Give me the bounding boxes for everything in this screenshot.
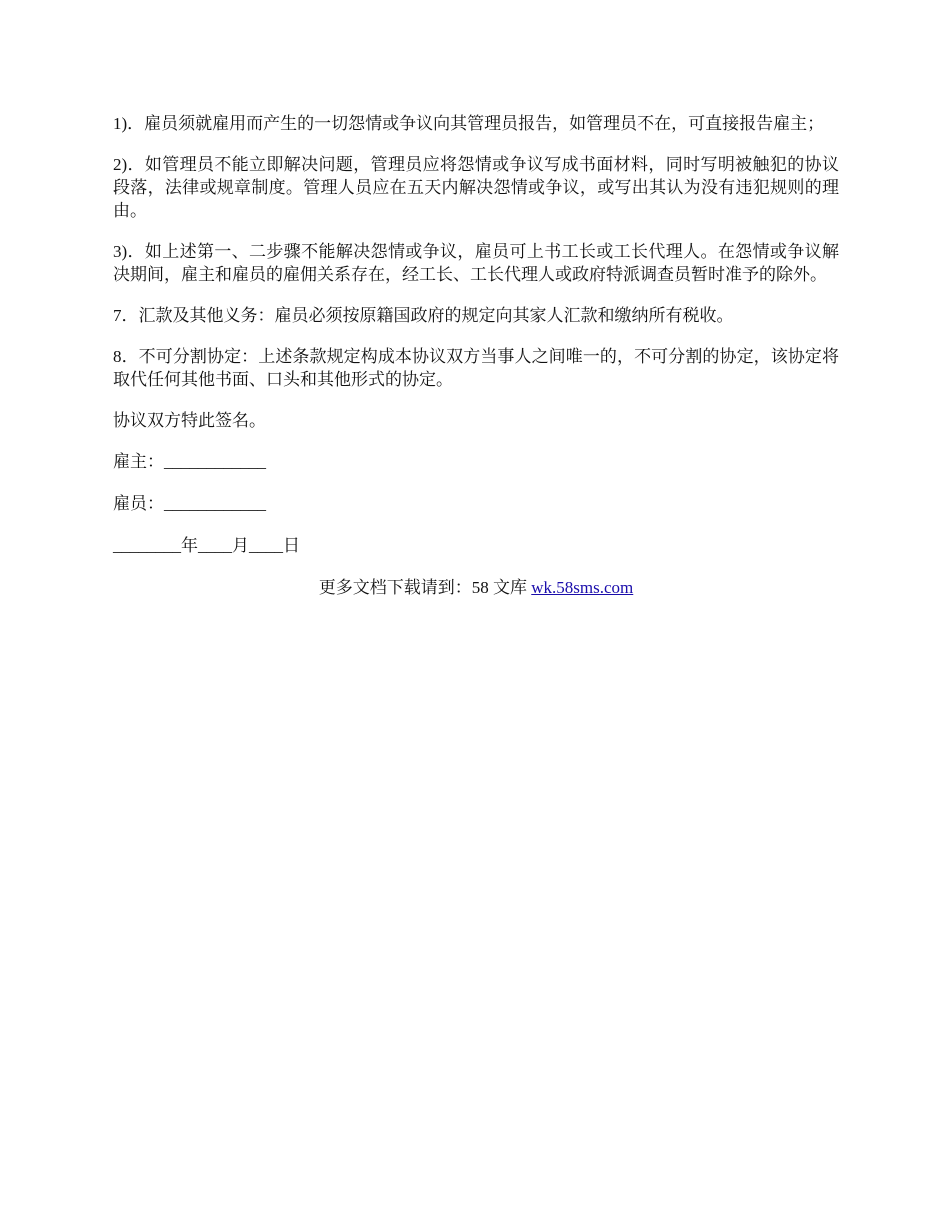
employer-signature-line: 雇主：____________: [113, 452, 266, 471]
footer-link[interactable]: wk.58sms.com: [531, 578, 634, 597]
employee-signature-line: 雇员：____________: [113, 494, 266, 513]
footer: [113, 576, 839, 599]
clause-8-entire-agreement: 8．不可分割协定：上述条款规定构成本协议双方当事人之间唯一的，不可分割的协定，该协定将取代任何其他书面、口头和其他形式的协定。: [113, 347, 839, 389]
footer-text: 更多文档下载请到：58 文库: [318, 578, 532, 597]
clause-2: 2)．如管理员不能立即解决问题，管理员应将怨情或争议写成书面材料，同时写明被触犯的协议段落，法律或规章制度。管理人员应在五天内解决怨情或争议，或写出其认为没有违犯规则的理由。: [113, 155, 839, 220]
date-line: ________年____月____日: [113, 536, 300, 555]
clause-1: 1)．雇员须就雇用而产生的一切怨情或争议向其管理员报告，如管理员不在，可直接报告雇主；: [113, 114, 825, 133]
clause-7-remittance: 7．汇款及其他义务：雇员必须按原籍国政府的规定向其家人汇款和缴纳所有税收。: [113, 306, 734, 325]
clause-3: 3)．如上述第一、二步骤不能解决怨情或争议，雇员可上书工长或工长代理人。在怨情或争议解决期间，雇主和雇员的雇佣关系存在，经工长、工长代理人或政府特派调查员暂时准予的除外。: [113, 242, 839, 284]
document-page: [113, 112, 839, 599]
signing-statement: 协议双方特此签名。: [113, 411, 266, 430]
